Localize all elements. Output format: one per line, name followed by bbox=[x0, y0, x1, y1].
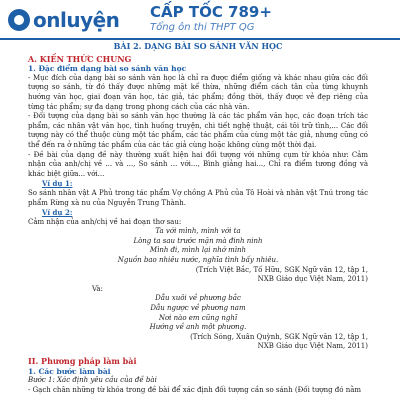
poem-2-line: Hướng về anh một phương. bbox=[149, 323, 247, 332]
section-heading-a: A. KIẾN THỨC CHUNG bbox=[28, 53, 132, 64]
poem-1-line: Mình đi, mình lại nhớ mình bbox=[149, 246, 247, 255]
poem-2-line: Nơi nào em cũng nghĩ bbox=[158, 313, 238, 322]
course-subtitle: Tổng ôn thi THPT QG bbox=[150, 22, 255, 33]
citation-1-line-1: (Trích Việt Bắc, Tố Hữu, SGK Ngữ văn 12, tập 1, bbox=[195, 265, 368, 274]
paragraph-keywords: - Đề bài của dạng đề này thường xuất hiện hai đối tượng với những cụm từ khóa như: Cảm nhận của anh/chị về ... và ..., So sánh ... với..., Bình giảng hai..., Chỉ ra điểm tương đồng và khác biệt giữa... với... bbox=[28, 150, 368, 178]
paragraph-objects: - Đối tượng của dạng bài so sánh văn học thường là các tác phẩm văn học, các đoạn trích tác phẩm, các nhân vật văn học, tình huống truyện, chi tiết nghệ thuật, cái tôi trữ tình,... Các đối tượng này có thể thuộc cùng một tác phẩm, các tác phẩm của cùng một tác giả, nhưng cũng có thể đến ra ở những tác phẩm của các tác giả cùng hoặc không cùng một thời đại. bbox=[28, 112, 368, 149]
header-banner bbox=[150, 3, 272, 33]
paragraph-purpose: - Mục đích của dạng bài so sánh văn học là chỉ ra được điểm giống và khác nhau giữa các đối tượng so sánh, từ đó thấy được những mặt kế thừa, những điểm cách tân của từng khuynh hướng văn học, giai đoạn văn học, tác giả, tác phẩm; đồng thời, thấy được vẻ đẹp riêng của từng tác phẩm; sự đa dạng trong phong cách của các nhà văn. bbox=[28, 73, 368, 111]
example-2-text: Cảm nhận của anh/chị về hai đoạn thơ sau: bbox=[28, 217, 182, 226]
example-1-text: So sánh nhân vật A Phủ trong tác phẩm Vợ chồng A Phủ của Tô Hoài và nhân vật Tnú trong tác phẩm Rừng xà nu của Nguyễn Trung Thành. bbox=[28, 188, 368, 207]
poem-1-line: Lòng ta sau trước mặn mà đinh ninh bbox=[133, 236, 263, 245]
subheading-characteristics: 1. Đặc điểm dạng bài so sánh văn học bbox=[28, 64, 187, 74]
example-1-label: Ví dụ 1: bbox=[42, 179, 73, 189]
document-body bbox=[28, 42, 368, 395]
logo bbox=[8, 8, 119, 32]
subheading-steps: 1. Các bước làm bài bbox=[28, 366, 111, 376]
poem-2-line: Dẫu ngược về phương nam bbox=[150, 304, 246, 313]
conjunction-text: Và: bbox=[92, 284, 103, 293]
citation-2-line-1: (Trích Sóng, Xuân Quỳnh, SGK Ngữ văn 12, tập 1, bbox=[190, 332, 368, 341]
lesson-title: BÀI 2. DẠNG BÀI SO SÁNH VĂN HỌC bbox=[113, 41, 283, 51]
step-1-text: - Gạch chân những từ khóa trong đề bài để xác định đối tượng cần so sánh (Đối tượng đó nằm bbox=[28, 385, 362, 394]
logo-icon bbox=[8, 9, 30, 31]
poem-1-line: Ta với mình, mình với ta bbox=[155, 227, 241, 236]
section-heading-ii: II. Phương pháp làm bài bbox=[28, 356, 137, 366]
example-2-label: Ví dụ 2: bbox=[42, 208, 73, 218]
course-title: CẤP TỐC 789+ bbox=[150, 3, 272, 21]
logo-text: onluyện bbox=[33, 8, 120, 32]
citation-1-line-2: NXB Giáo dục Việt Nam, 2011) bbox=[257, 275, 368, 284]
poem-1-line: Nguồn bao nhiêu nước, nghĩa tình bấy nhiêu. bbox=[117, 256, 279, 265]
page-header bbox=[0, 0, 400, 40]
header-divider bbox=[0, 38, 400, 40]
poem-2-line: Dẫu xuôi về phương bắc bbox=[155, 294, 241, 303]
step-1-heading: Bước 1: Xác định yêu cầu của đề bài bbox=[28, 376, 157, 385]
citation-2-line-2: NXB Giáo dục Việt Nam, 2011) bbox=[257, 342, 368, 351]
